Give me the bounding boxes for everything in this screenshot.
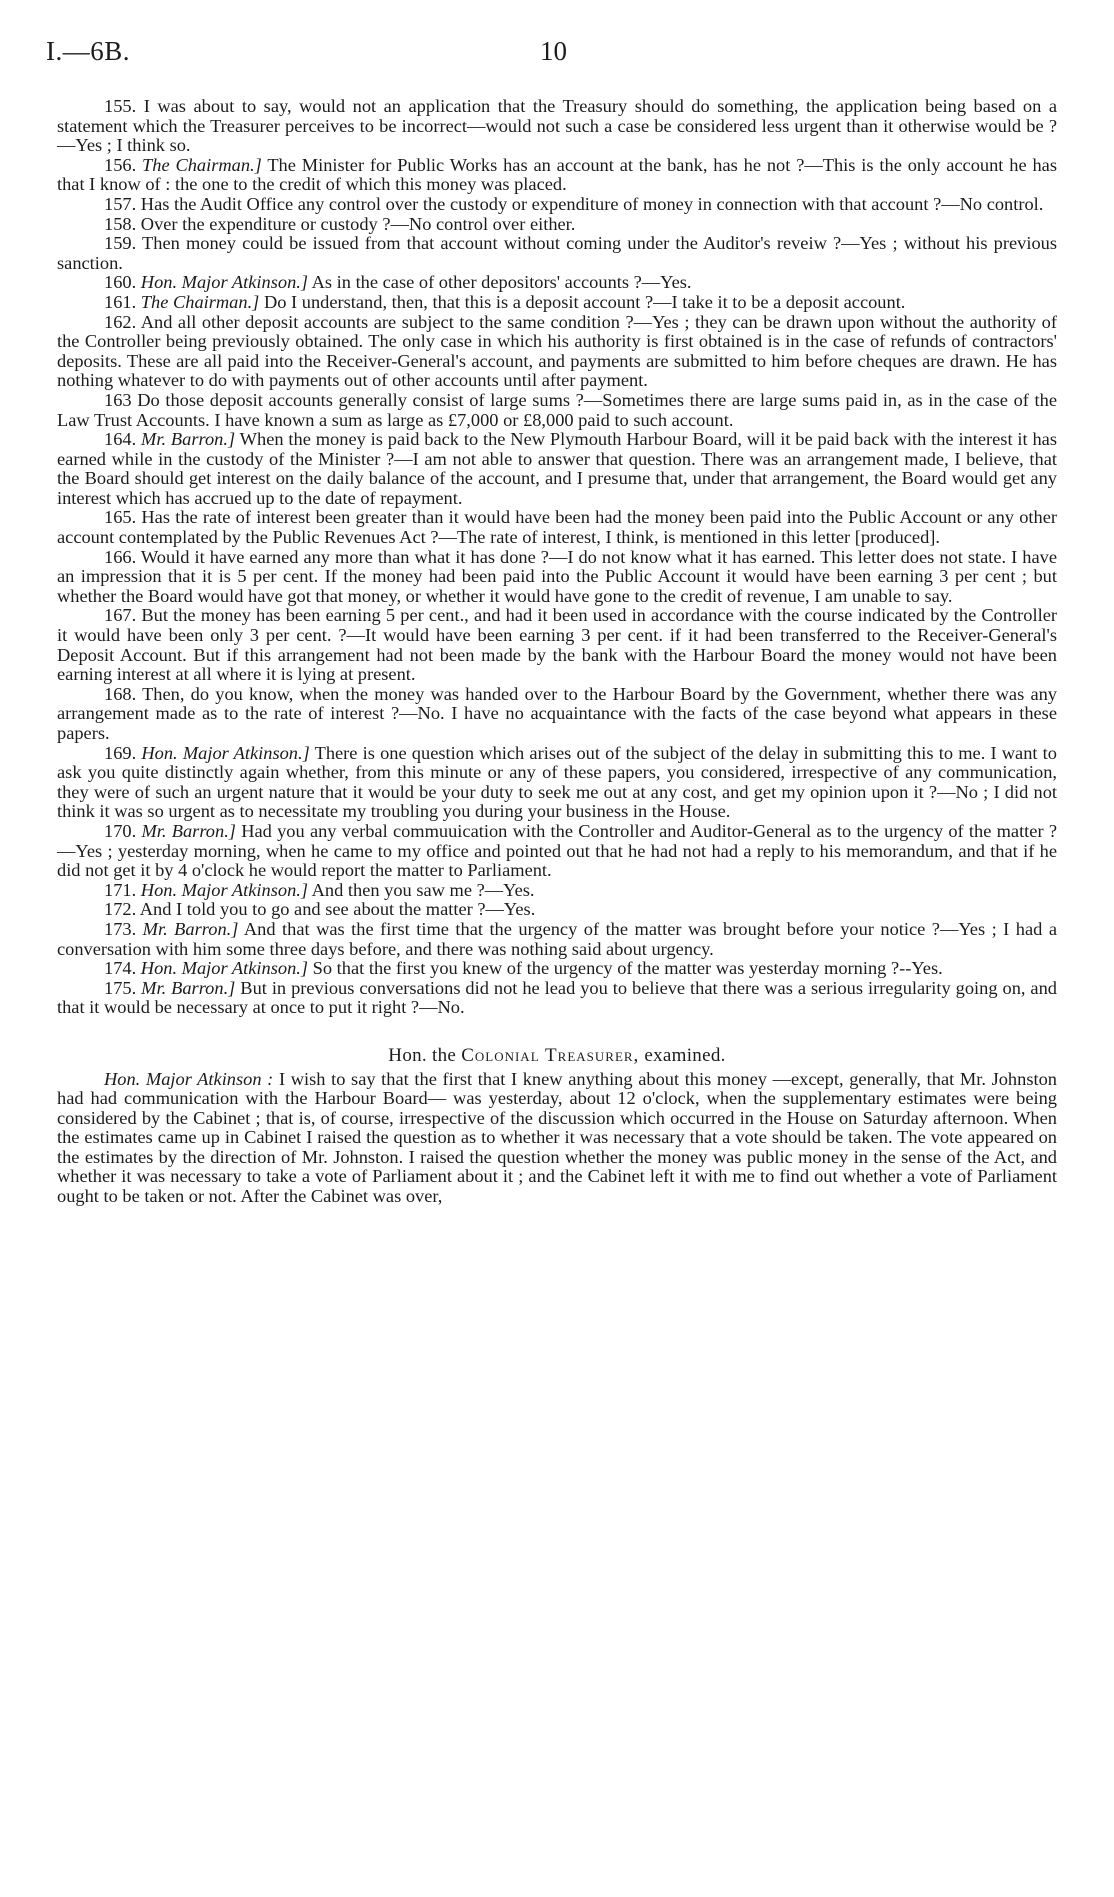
statement-paragraph — [57, 1070, 1057, 1207]
evidence-paragraph — [57, 508, 1057, 547]
evidence-paragraph — [57, 234, 1057, 273]
question-number: 167. — [104, 605, 137, 626]
question-number: 174. — [104, 958, 137, 979]
evidence-paragraph — [57, 979, 1057, 1018]
evidence-text: Do I understand, then, that this is a deposit account ?—I take it to be a deposit account. — [263, 291, 906, 312]
evidence-text: And that was the first time that the urgency of the matter was brought before your notice ?—Yes ; I had a conversation with him some three days before, and there was nothing said about urgency. — [57, 918, 1057, 959]
evidence-text: There is one question which arises out of the subject of the delay in submitting this to me. I want to ask you quite distinctly again whether, from this minute or any of these papers, you considered, irrespective of any communication, they were of such an urgent nature that it would be your duty to seek me out at any cost, and get my opinion upon it ?—No ; I did not think it was so urgent as to necessitate my troubling you during your business in the House. — [57, 742, 1057, 822]
evidence-paragraph — [57, 900, 1057, 920]
speaker-label: Mr. Barron.] — [141, 820, 236, 841]
speaker-label: The Chairman.] — [140, 291, 260, 312]
evidence-paragraph — [57, 685, 1057, 744]
question-number: 175. — [104, 977, 137, 998]
speaker-label: Hon. Major Atkinson.] — [140, 958, 309, 979]
document-reference: I.—6B. — [46, 36, 130, 66]
page-body — [57, 97, 1057, 1207]
heading-title: Colonial Treasurer, — [461, 1044, 640, 1066]
question-number: 168. — [104, 683, 137, 704]
evidence-paragraph — [57, 920, 1057, 959]
question-number: 162. — [104, 311, 137, 332]
evidence-text: I was about to say, would not an application that the Treasury should do something, the application being based on a statement which the Treasurer perceives to be incorrect—would not such a case be considered less urgent than it otherwise would be ?—Yes ; I think so. — [57, 96, 1057, 156]
speaker-label: Hon. Major Atkinson.] — [141, 742, 310, 763]
evidence-paragraph — [57, 293, 1057, 313]
evidence-text: But in previous conversations did not he lead you to believe that there was a serious irregularity going on, and that it would be necessary at once to put it right ?—No. — [57, 977, 1057, 1018]
page-number: 10 — [540, 36, 567, 66]
question-number: 169. — [104, 742, 137, 763]
evidence-text: Had you any verbal commuuication with the Controller and Auditor-General as to the urgency of the matter ?—Yes ; yesterday morning, when he came to my office and pointed out that he had not had a reply to his memorandum, and that if he did not get it by 4 o'clock he would report the matter to Parliament. — [57, 820, 1057, 881]
evidence-paragraph — [57, 313, 1057, 391]
evidence-paragraph — [57, 822, 1057, 881]
question-number: 166. — [104, 546, 137, 567]
evidence-paragraph — [57, 273, 1057, 293]
question-number: 170. — [104, 820, 137, 841]
evidence-paragraph — [57, 195, 1057, 215]
evidence-paragraph — [57, 548, 1057, 607]
question-number: 165. — [104, 507, 137, 528]
evidence-text: Over the expenditure or custody ?—No control over either. — [140, 213, 576, 234]
question-number: 173. — [104, 918, 137, 939]
evidence-text: The Minister for Public Works has an account at the bank, has he not ?—This is the only account he has that I know of : the one to the credit of which this money was placed. — [57, 154, 1057, 195]
speaker-label: Hon. Major Atkinson.] — [140, 879, 309, 900]
question-number: 163 — [104, 389, 132, 410]
evidence-text: Has the Audit Office any control over the custody or expenditure of money in connection with that account ?—No control. — [140, 193, 1044, 214]
evidence-paragraph — [57, 156, 1057, 195]
heading-prefix: Hon. the — [388, 1044, 457, 1066]
evidence-paragraph — [57, 881, 1057, 901]
question-number: 172. — [104, 899, 137, 920]
question-number: 164. — [104, 429, 137, 450]
question-number: 160. — [104, 272, 137, 293]
evidence-text: So that the first you knew of the urgency of the matter was yesterday morning ?--Yes. — [312, 958, 943, 979]
evidence-text: Has the rate of interest been greater than it would have been had the money been paid into the Public Account or any other account contemplated by the Public Revenues Act ?—The rate of interest, I think, is mentioned in this letter [produced]. — [57, 507, 1057, 548]
evidence-entries — [57, 97, 1057, 1018]
evidence-text: As in the case of other depositors' accounts ?—Yes. — [311, 272, 692, 293]
evidence-paragraph — [57, 391, 1057, 430]
speaker-label: Mr. Barron.] — [141, 429, 236, 450]
statement-text: I wish to say that the first that I knew anything about this money —except, generally, that Mr. Johnston had had communication with the Harbour Board— was yesterday, about 12 o'clock, when the supplementary estimates were being considered by the Cabinet ; that is, of course, irrespective of the discussion which occurred in the House on Saturday afternoon. When the estimates came up in Cabinet I raised the question as to whether it was necessary that a vote should be taken. The vote appeared on the estimates by the direction of Mr. Johnston. I raised the question whether the money was public money in the sense of the Act, and whether it was necessary to take a vote of Parliament about it ; and the Cabinet left it with me to find out whether a vote of Parliament ought to be taken or not. After the Cabinet was over, — [57, 1068, 1057, 1207]
evidence-text: And all other deposit accounts are subject to the same condition ?—Yes ; they can be drawn upon without the authority of the Controller being previously obtained. The only case in which his authority is first obtained is in the case of refunds of contractors' deposits. These are all paid into the Receiver-General's account, and payments are submitted to him before cheques are drawn. He has nothing whatever to do with payments out of other accounts until after payment. — [57, 311, 1057, 391]
statement-speaker: Hon. Major Atkinson : — [104, 1068, 274, 1089]
evidence-text: When the money is paid back to the New Plymouth Harbour Board, will it be paid back with the interest it has earned while in the custody of the Minister ?—I am not able to answer that question. There was an arrangement made, I believe, that the Board should get interest on the daily balance of the account, and I presume that, under that arrangement, the Board would get any interest which has accrued up to the date of repayment. — [57, 429, 1058, 508]
speaker-label: Mr. Barron.] — [141, 977, 236, 998]
heading-suffix: examined. — [644, 1044, 726, 1066]
evidence-paragraph — [57, 959, 1057, 979]
question-number: 158. — [104, 213, 137, 234]
evidence-text: Then, do you know, when the money was handed over to the Harbour Board by the Government, whether there was any arrangement made as to the rate of interest ?—No. I have no acquaintance with the facts of the case beyond what appears in these papers. — [57, 683, 1058, 743]
speaker-label: Hon. Major Atkinson.] — [140, 272, 309, 293]
evidence-paragraph — [57, 215, 1057, 235]
question-number: 161. — [104, 291, 137, 312]
question-number: 156. — [104, 154, 137, 175]
evidence-paragraph — [57, 97, 1057, 156]
question-number: 159. — [104, 233, 137, 254]
evidence-text: And then you saw me ?—Yes. — [311, 879, 535, 900]
evidence-paragraph — [57, 430, 1057, 508]
question-number: 171. — [104, 879, 137, 900]
evidence-text: Would it have earned any more than what it has done ?—I do not know what it has earned. This letter does not state. I have an impression that it is 5 per cent. If the money had been paid into the Public Account it would have been earning 3 per cent ; but whether the Board would have got that money, or whether it would have gone to the credit of revenue, I am unable to say. — [57, 546, 1058, 606]
section-heading — [57, 1046, 1057, 1066]
evidence-text: But the money has been earning 5 per cent., and had it been used in accordance with the course indicated by the Controller it would have been only 3 per cent. ?—It would have been earning 3 per cent. if it had been transferred to the Receiver-General's Deposit Account. But if this arrangement had not been made by the bank with the Harbour Board the money would not have been earning interest at all where it is lying at present. — [57, 605, 1057, 685]
speaker-label: The Chairman.] — [142, 154, 262, 175]
evidence-text: And I told you to go and see about the matter ?—Yes. — [139, 899, 536, 920]
evidence-paragraph — [57, 744, 1057, 822]
speaker-label: Mr. Barron.] — [142, 918, 239, 939]
evidence-paragraph — [57, 606, 1057, 684]
evidence-text: Do those deposit accounts generally consist of large sums ?—Sometimes there are large sums paid in, as in the case of the Law Trust Accounts. I have known a sum as large as £7,000 or £8,000 paid to such account. — [57, 389, 1058, 430]
question-number: 155. — [104, 96, 137, 116]
question-number: 157. — [104, 193, 137, 214]
evidence-text: Then money could be issued from that account without coming under the Auditor's reveiw ?—Yes ; without his previous sanction. — [57, 233, 1058, 273]
